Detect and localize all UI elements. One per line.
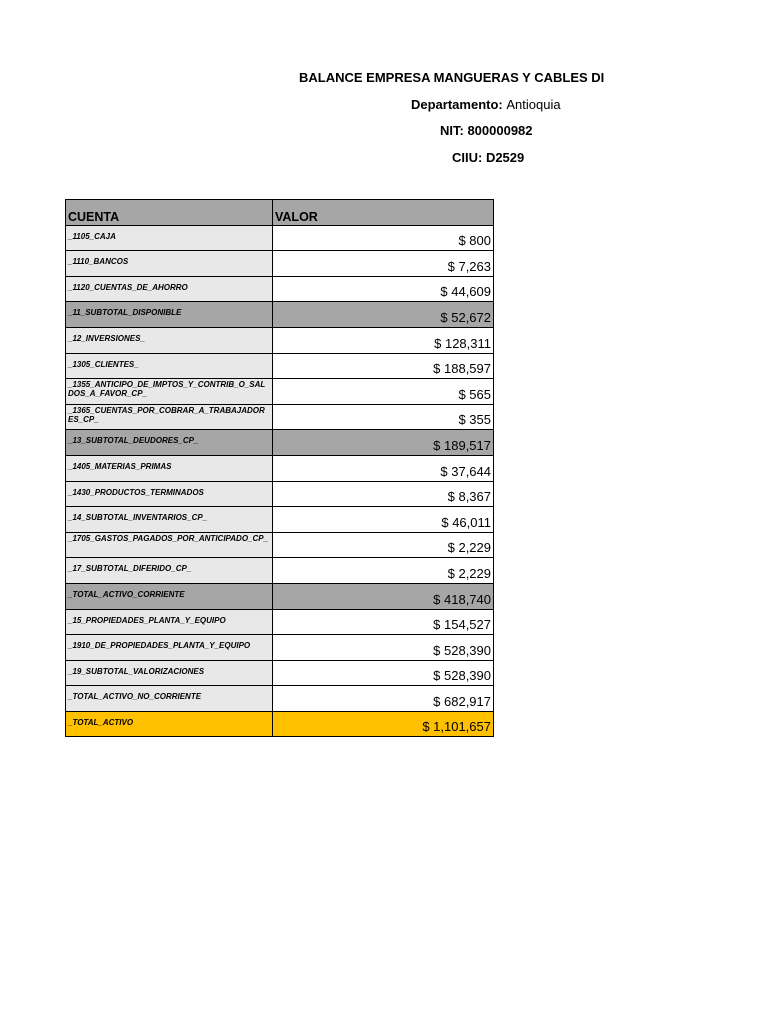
- department-label: Departamento:: [411, 97, 503, 112]
- account-cell: _14_SUBTOTAL_INVENTARIOS_CP_: [66, 507, 273, 533]
- table-row: [66, 660, 494, 686]
- department-line: [411, 97, 561, 112]
- account-cell: _1305_CLIENTES_: [66, 353, 273, 379]
- value-cell: $ 682,917: [273, 686, 494, 712]
- account-cell: _17_SUBTOTAL_DIFERIDO_CP_: [66, 558, 273, 584]
- table-row: [66, 583, 494, 609]
- table-row: [66, 711, 494, 737]
- value-cell: $ 46,011: [273, 507, 494, 533]
- table-row: [66, 353, 494, 379]
- value-cell: $ 418,740: [273, 583, 494, 609]
- document-title: BALANCE EMPRESA MANGUERAS Y CABLES DI: [299, 70, 605, 85]
- value-cell: $ 154,527: [273, 609, 494, 635]
- value-cell: $ 52,672: [273, 302, 494, 328]
- value-cell: $ 2,229: [273, 558, 494, 584]
- value-cell: $ 528,390: [273, 660, 494, 686]
- table-row: [66, 404, 494, 430]
- account-cell: _1910_DE_PROPIEDADES_PLANTA_Y_EQUIPO: [66, 635, 273, 661]
- ciiu-line: CIIU: D2529: [452, 150, 525, 165]
- balance-table: [65, 199, 494, 737]
- value-cell: $ 128,311: [273, 327, 494, 353]
- table-row: [66, 455, 494, 481]
- account-cell: _1365_CUENTAS_POR_COBRAR_A_TRABAJADORES_CP_: [66, 404, 273, 430]
- department-value: Antioquia: [506, 97, 561, 112]
- account-cell: _12_INVERSIONES_: [66, 327, 273, 353]
- table-row: [66, 302, 494, 328]
- value-cell: $ 2,229: [273, 532, 494, 558]
- account-cell: _1110_BANCOS: [66, 251, 273, 277]
- value-cell: $ 1,101,657: [273, 711, 494, 737]
- account-cell: _1355_ANTICIPO_DE_IMPTOS_Y_CONTRIB_O_SALDOS_A_FAVOR_CP_: [66, 379, 273, 405]
- account-cell: _TOTAL_ACTIVO_CORRIENTE: [66, 583, 273, 609]
- table-row: [66, 225, 494, 251]
- account-cell: _11_SUBTOTAL_DISPONIBLE: [66, 302, 273, 328]
- account-cell: _1705_GASTOS_PAGADOS_POR_ANTICIPADO_CP_: [66, 532, 273, 558]
- value-cell: $ 7,263: [273, 251, 494, 277]
- table-row: [66, 609, 494, 635]
- column-header-account: CUENTA: [66, 200, 273, 226]
- nit-line: NIT: 800000982: [440, 123, 533, 138]
- value-cell: $ 355: [273, 404, 494, 430]
- account-cell: _1105_CAJA: [66, 225, 273, 251]
- table-row: [66, 481, 494, 507]
- account-cell: _TOTAL_ACTIVO_NO_CORRIENTE: [66, 686, 273, 712]
- table-row: [66, 532, 494, 558]
- account-cell: _TOTAL_ACTIVO: [66, 711, 273, 737]
- table-row: [66, 635, 494, 661]
- table-row: [66, 251, 494, 277]
- account-cell: _15_PROPIEDADES_PLANTA_Y_EQUIPO: [66, 609, 273, 635]
- table-row: [66, 507, 494, 533]
- table-row: [66, 276, 494, 302]
- account-cell: _1430_PRODUCTOS_TERMINADOS: [66, 481, 273, 507]
- value-cell: $ 188,597: [273, 353, 494, 379]
- account-cell: _1120_CUENTAS_DE_AHORRO: [66, 276, 273, 302]
- value-cell: $ 44,609: [273, 276, 494, 302]
- table-header-row: [66, 200, 494, 226]
- column-header-value: VALOR: [273, 200, 494, 226]
- value-cell: $ 37,644: [273, 455, 494, 481]
- table-row: [66, 558, 494, 584]
- table-row: [66, 379, 494, 405]
- table-body: [66, 225, 494, 737]
- table-row: [66, 686, 494, 712]
- value-cell: $ 565: [273, 379, 494, 405]
- value-cell: $ 800: [273, 225, 494, 251]
- value-cell: $ 528,390: [273, 635, 494, 661]
- table-row: [66, 430, 494, 456]
- account-cell: _1405_MATERIAS_PRIMAS: [66, 455, 273, 481]
- value-cell: $ 8,367: [273, 481, 494, 507]
- account-cell: _13_SUBTOTAL_DEUDORES_CP_: [66, 430, 273, 456]
- table-row: [66, 327, 494, 353]
- account-cell: _19_SUBTOTAL_VALORIZACIONES: [66, 660, 273, 686]
- value-cell: $ 189,517: [273, 430, 494, 456]
